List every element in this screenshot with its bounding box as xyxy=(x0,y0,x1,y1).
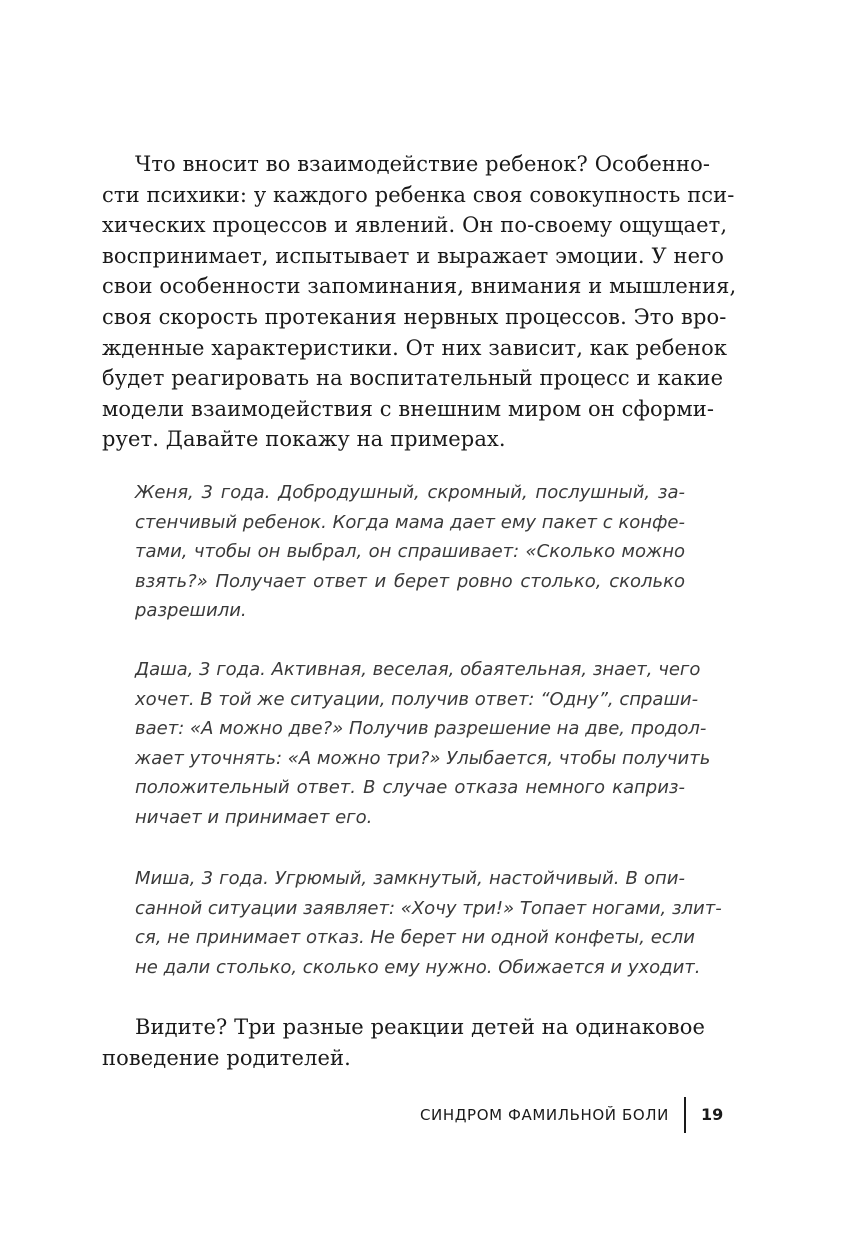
example-line: ся, не принимает отказ. Не берет ни одной конфеты, если xyxy=(135,927,695,949)
example-line: ничает и принимает его. xyxy=(135,806,373,828)
paragraph-line: сти психики: у каждого ребенка своя совокупность пси- xyxy=(102,182,735,207)
example-line: Женя, 3 года. Добродушный, скромный, послушный, за- xyxy=(135,482,685,503)
example-line: жает уточнять: «А можно три?» Улыбается, чтобы получить xyxy=(135,747,711,769)
example-line: взять?» Получает ответ и берет ровно столько, сколько xyxy=(135,570,685,592)
paragraph-line: воспринимает, испытывает и выражает эмоции. У него xyxy=(102,243,725,268)
paragraph-line: рует. Давайте покажу на примерах. xyxy=(102,427,506,452)
example-line: Даша, 3 года. Активная, веселая, обаятельная, знает, чего xyxy=(135,659,701,680)
outro-paragraph xyxy=(102,1012,705,1073)
paragraph-line: модели взаимодействия с внешним миром он сформи- xyxy=(102,396,715,421)
paragraph-line: жденные характеристики. От них зависит, как ребенок xyxy=(102,335,728,360)
example-zhenya xyxy=(135,478,685,626)
intro-paragraph xyxy=(102,149,737,455)
example-line: санной ситуации заявляет: «Хочу три!» Топает ногами, злит- xyxy=(135,897,722,919)
paragraph-line: поведение родителей. xyxy=(102,1045,351,1070)
paragraph-line: своя скорость протекания нервных процессов. Это вро- xyxy=(102,304,727,329)
example-misha xyxy=(135,864,722,982)
example-line: положительный ответ. В случае отказа немного каприз- xyxy=(135,777,685,799)
example-line: не дали столько, сколько ему нужно. Обижается и уходит. xyxy=(135,956,701,978)
example-line: разрешили. xyxy=(135,600,247,622)
paragraph-line: будет реагировать на воспитательный процесс и какие xyxy=(102,366,724,391)
example-line: Миша, 3 года. Угрюмый, замкнутый, настойчивый. В опи- xyxy=(135,868,685,889)
example-dasha xyxy=(135,655,711,833)
example-line: вает: «А можно две?» Получив разрешение на две, продол- xyxy=(135,718,707,740)
paragraph-line: Видите? Три разные реакции детей на одинаковое xyxy=(135,1015,705,1039)
paragraph-line: свои особенности запоминания, внимания и мышления, xyxy=(102,274,737,299)
paragraph-line: хических процессов и явлений. Он по-своему ощущает, xyxy=(102,213,728,238)
running-title: СИНДРОМ ФАМИЛЬНОЙ БОЛИ xyxy=(419,1106,669,1124)
paragraph-line: Что вносит во взаимодействие ребенок? Особенно- xyxy=(135,152,711,176)
example-line: стенчивый ребенок. Когда мама дает ему пакет с конфе- xyxy=(135,511,685,533)
page-number: 19 xyxy=(701,1105,724,1124)
footer-divider xyxy=(684,1097,686,1133)
page-footer xyxy=(0,1097,844,1137)
example-line: тами, чтобы он выбрал, он спрашивает: «Сколько можно xyxy=(135,541,685,563)
example-line: хочет. В той же ситуации, получив ответ: “Одну”, спраши- xyxy=(135,688,699,710)
